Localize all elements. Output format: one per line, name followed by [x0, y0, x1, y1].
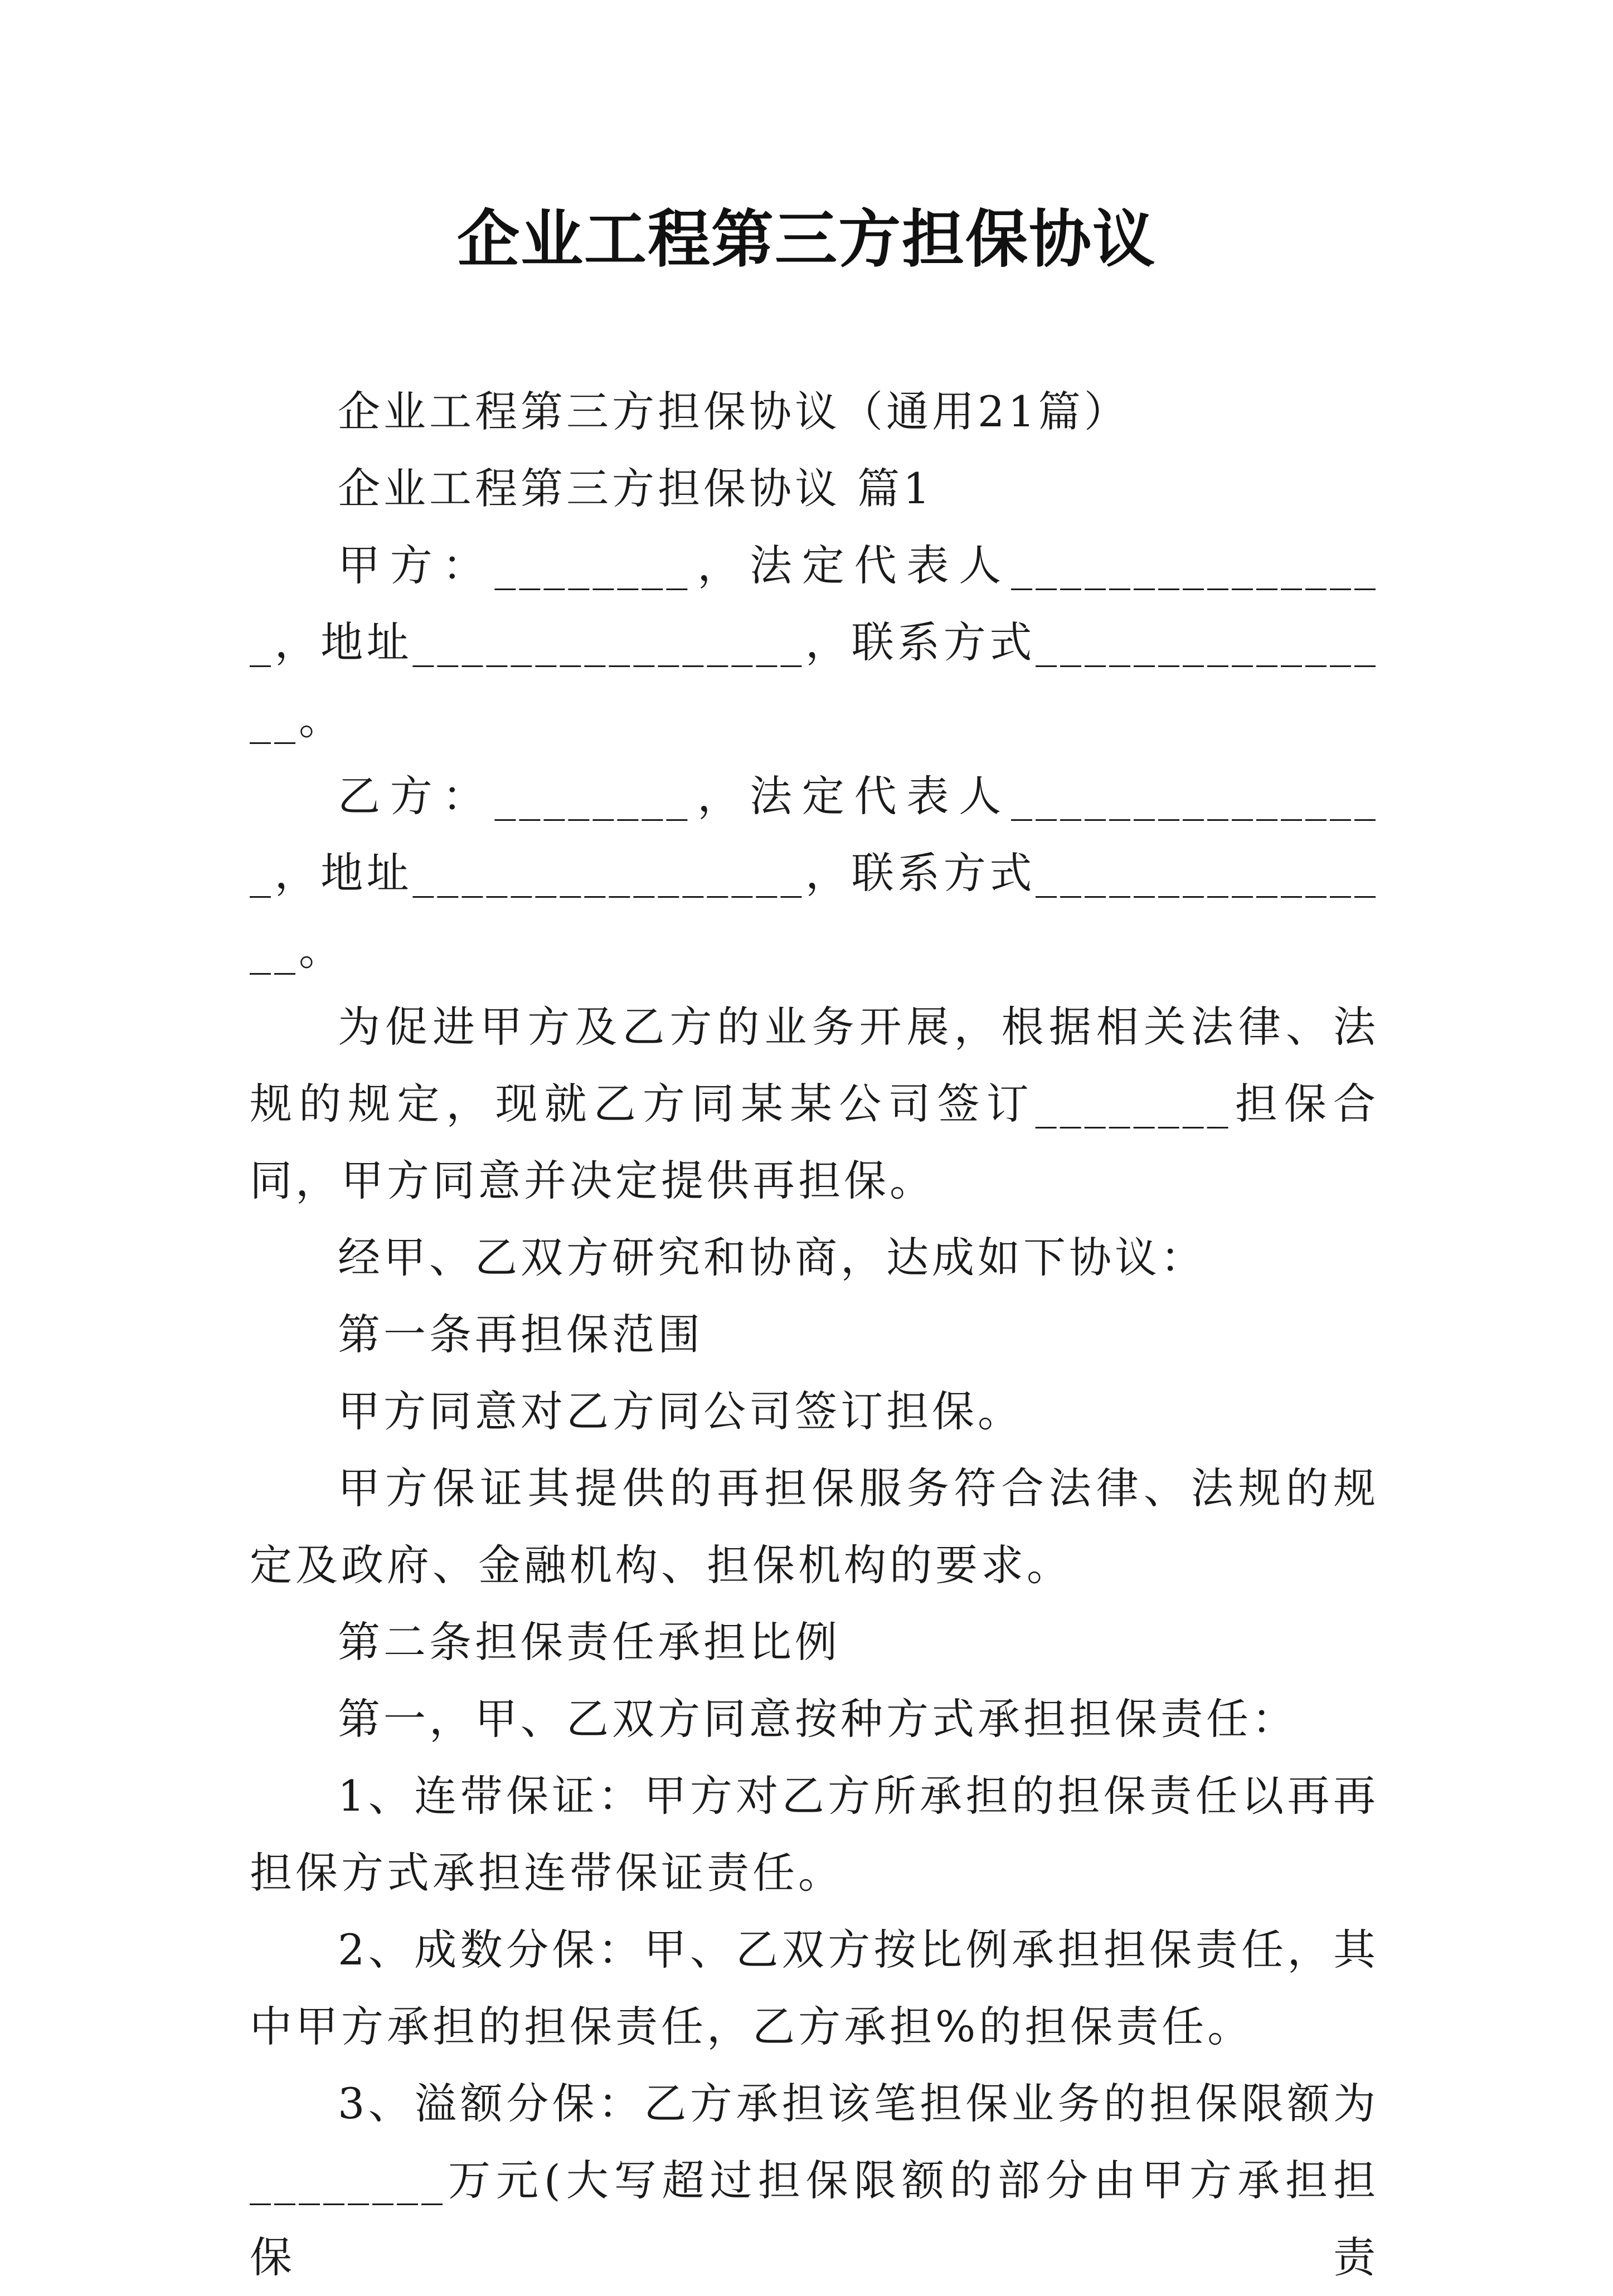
document-title: 企业工程第三方担保协议: [457, 203, 1156, 276]
subtitle-paragraph: 企业工程第三方担保协议（通用21篇）: [338, 387, 1130, 436]
article-2-item-2: 2、成数分保：甲、乙双方按比例承担担保责任，其中甲方承担的担保责任，乙方承担%的担保责任。: [250, 1925, 1379, 2051]
agreement-intro-paragraph: 经甲、乙双方研究和协商，达成如下协议：: [338, 1233, 1206, 1282]
article-2-heading: 第二条担保责任承担比例: [338, 1617, 840, 1667]
purpose-paragraph: 为促进甲方及乙方的业务开展，根据相关法律、法规的规定，现就乙方同某某公司签订________担保合同，甲方同意并决定提供再担保。: [250, 1002, 1379, 1205]
article-1-clause-2: 甲方保证其提供的再担保服务符合法律、法规的规定及政府、金融机构、担保机构的要求。: [250, 1463, 1379, 1590]
section-heading-part-1: 企业工程第三方担保协议 篇1: [338, 464, 934, 513]
article-2-intro: 第一，甲、乙双方同意按种方式承担担保责任：: [338, 1694, 1298, 1744]
party-b-paragraph: 乙方：________，法定代表人________________，地址________________，联系方式________________。: [250, 771, 1379, 975]
article-1-clause-1: 甲方同意对乙方同公司签订担保。: [338, 1387, 1023, 1436]
article-1-heading: 第一条再担保范围: [338, 1310, 703, 1359]
document-body: [250, 373, 1379, 2296]
party-a-paragraph: 甲方：________，法定代表人________________，地址________________，联系方式________________。: [250, 541, 1379, 744]
article-2-item-1: 1、连带保证：甲方对乙方所承担的担保责任以再再担保方式承担连带保证责任。: [250, 1771, 1379, 1898]
article-2-item-3: 3、溢额分保：乙方承担该笔担保业务的担保限额为________万元(大写超过担保限额的部分由甲方承担担保责: [250, 2079, 1379, 2282]
